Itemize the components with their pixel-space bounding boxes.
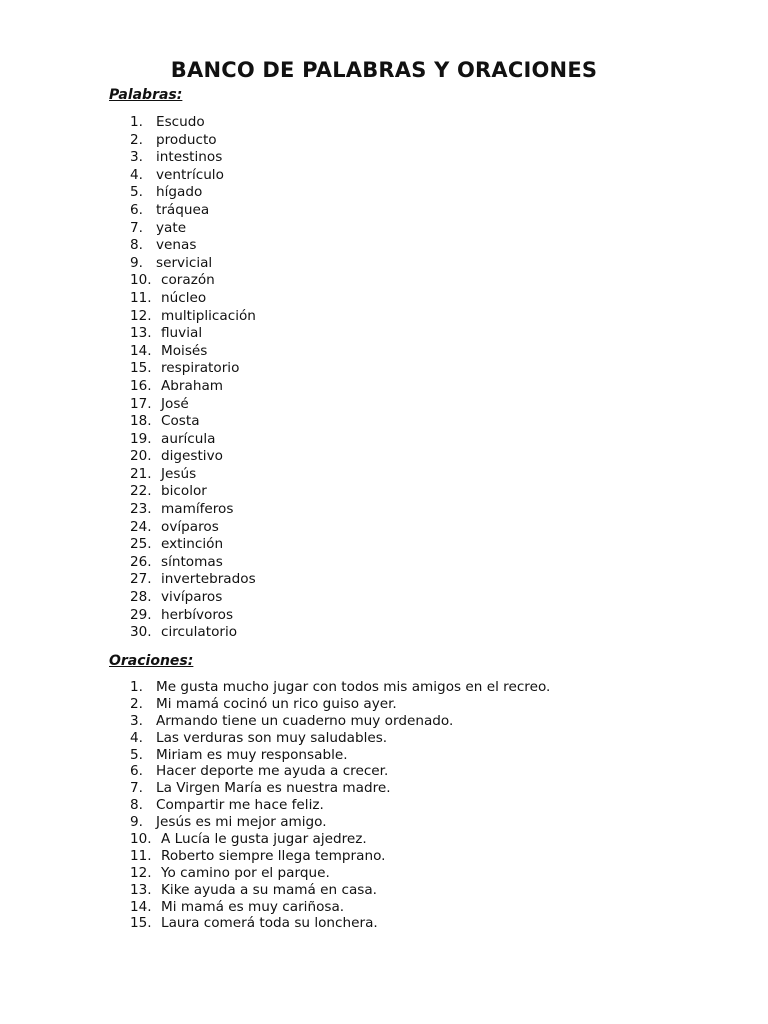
list-item xyxy=(130,360,256,378)
list-item-number: 5. xyxy=(130,184,143,201)
list-item xyxy=(130,730,550,747)
list-item-text: aurícula xyxy=(161,430,216,447)
list-item-number: 12. xyxy=(130,864,152,881)
list-item-text: Armando tiene un cuaderno muy ordenado. xyxy=(156,712,454,729)
list-item-number: 4. xyxy=(130,729,143,746)
list-item-number: 16. xyxy=(130,377,152,394)
list-item xyxy=(130,378,256,396)
list-item-number: 27. xyxy=(130,571,152,588)
list-item-number: 15. xyxy=(130,360,152,377)
list-item xyxy=(130,554,256,572)
list-item-number: 7. xyxy=(130,780,143,797)
list-item-number: 14. xyxy=(130,342,152,359)
list-item-number: 24. xyxy=(130,518,152,535)
list-item-text: invertebrados xyxy=(161,571,256,588)
list-item-number: 11. xyxy=(130,847,152,864)
list-item xyxy=(130,915,550,932)
list-item-number: 8. xyxy=(130,237,143,254)
list-item-number: 8. xyxy=(130,797,143,814)
list-item-text: Las verduras son muy saludables. xyxy=(156,729,388,746)
list-item xyxy=(130,679,550,696)
list-item-text: José xyxy=(161,395,189,412)
list-item-text: tráquea xyxy=(156,201,210,218)
list-item xyxy=(130,624,256,642)
list-item xyxy=(130,167,256,185)
list-item xyxy=(130,747,550,764)
list-item-number: 18. xyxy=(130,413,152,430)
list-item-text: núcleo xyxy=(161,289,207,306)
list-item-text: Miriam es muy responsable. xyxy=(156,746,348,763)
list-item-text: producto xyxy=(156,131,217,148)
list-item-text: Hacer deporte me ayuda a crecer. xyxy=(156,763,389,780)
list-item-text: Abraham xyxy=(161,377,224,394)
list-item-text: fluvial xyxy=(161,325,203,342)
list-item xyxy=(130,448,256,466)
list-item-number: 29. xyxy=(130,606,152,623)
list-item-number: 12. xyxy=(130,307,152,324)
list-item-text: Jesús es mi mejor amigo. xyxy=(156,814,327,831)
list-item-number: 15. xyxy=(130,915,152,932)
list-item-number: 7. xyxy=(130,219,143,236)
list-item-number: 9. xyxy=(130,814,143,831)
list-item-text: Jesús xyxy=(161,465,197,482)
list-item-text: respiratorio xyxy=(161,360,240,377)
list-item-text: servicial xyxy=(156,254,213,271)
list-item xyxy=(130,831,550,848)
list-item xyxy=(130,308,256,326)
list-item-number: 25. xyxy=(130,536,152,553)
list-item-text: ventrículo xyxy=(156,166,224,183)
list-item-number: 13. xyxy=(130,325,152,342)
list-item xyxy=(130,848,550,865)
list-item-number: 30. xyxy=(130,624,152,641)
list-item xyxy=(130,519,256,537)
list-item-text: Mi mamá cocinó un rico guiso ayer. xyxy=(156,695,397,712)
list-item xyxy=(130,184,256,202)
oraciones-heading: Oraciones: xyxy=(109,653,194,669)
list-item xyxy=(130,396,256,414)
list-item xyxy=(130,343,256,361)
palabras-list xyxy=(130,114,256,642)
list-item-number: 4. xyxy=(130,166,143,183)
list-item-text: vivíparos xyxy=(161,589,223,606)
list-item-text: Yo camino por el parque. xyxy=(161,864,330,881)
list-item-text: A Lucía le gusta jugar ajedrez. xyxy=(161,831,367,848)
list-item xyxy=(130,220,256,238)
list-item xyxy=(130,571,256,589)
list-item-number: 1. xyxy=(130,679,143,695)
list-item-text: Laura comerá toda su lonchera. xyxy=(161,915,378,932)
list-item xyxy=(130,536,256,554)
list-item-text: circulatorio xyxy=(161,624,238,641)
list-item-text: bicolor xyxy=(161,483,207,500)
list-item-number: 23. xyxy=(130,501,152,518)
list-item xyxy=(130,899,550,916)
list-item-number: 6. xyxy=(130,201,143,218)
list-item-number: 9. xyxy=(130,254,143,271)
list-item xyxy=(130,272,256,290)
list-item-number: 14. xyxy=(130,898,152,915)
list-item-text: ovíparos xyxy=(161,518,219,535)
list-item xyxy=(130,814,550,831)
list-item-text: Roberto siempre llega temprano. xyxy=(161,847,386,864)
list-item-text: Compartir me hace feliz. xyxy=(156,797,324,814)
list-item-number: 5. xyxy=(130,746,143,763)
list-item xyxy=(130,607,256,625)
list-item-text: La Virgen María es nuestra madre. xyxy=(156,780,391,797)
list-item-number: 20. xyxy=(130,448,152,465)
list-item xyxy=(130,237,256,255)
list-item-text: corazón xyxy=(161,272,215,289)
list-item xyxy=(130,132,256,150)
list-item-number: 3. xyxy=(130,712,143,729)
list-item xyxy=(130,202,256,220)
list-item xyxy=(130,413,256,431)
list-item-number: 10. xyxy=(130,272,152,289)
list-item xyxy=(130,865,550,882)
list-item-text: síntomas xyxy=(161,553,223,570)
list-item-text: intestinos xyxy=(156,149,223,166)
list-item-number: 2. xyxy=(130,131,143,148)
list-item-number: 1. xyxy=(130,114,143,130)
list-item-text: Me gusta mucho jugar con todos mis amigos en el recreo. xyxy=(156,679,551,695)
list-item xyxy=(130,483,256,501)
list-item-number: 6. xyxy=(130,763,143,780)
list-item-number: 22. xyxy=(130,483,152,500)
list-item-number: 19. xyxy=(130,430,152,447)
list-item xyxy=(130,431,256,449)
list-item-number: 17. xyxy=(130,395,152,412)
list-item-number: 26. xyxy=(130,553,152,570)
list-item xyxy=(130,780,550,797)
list-item-text: digestivo xyxy=(161,448,223,465)
list-item xyxy=(130,589,256,607)
list-item-number: 10. xyxy=(130,831,152,848)
list-item-number: 2. xyxy=(130,695,143,712)
list-item xyxy=(130,797,550,814)
list-item-text: Costa xyxy=(161,413,200,430)
list-item xyxy=(130,763,550,780)
list-item-number: 3. xyxy=(130,149,143,166)
list-item-text: mamíferos xyxy=(161,501,234,518)
page-title: BANCO DE PALABRAS Y ORACIONES xyxy=(170,58,598,82)
list-item xyxy=(130,713,550,730)
list-item-text: Moisés xyxy=(161,342,208,359)
oraciones-list xyxy=(130,679,550,932)
list-item-number: 28. xyxy=(130,589,152,606)
list-item xyxy=(130,114,256,132)
list-item-text: Mi mamá es muy cariñosa. xyxy=(161,898,345,915)
list-item xyxy=(130,466,256,484)
list-item xyxy=(130,501,256,519)
list-item-text: yate xyxy=(156,219,187,236)
list-item-number: 21. xyxy=(130,465,152,482)
list-item-text: extinción xyxy=(161,536,224,553)
list-item-number: 13. xyxy=(130,881,152,898)
list-item xyxy=(130,882,550,899)
list-item xyxy=(130,696,550,713)
list-item xyxy=(130,149,256,167)
list-item-text: Kike ayuda a su mamá en casa. xyxy=(161,881,378,898)
list-item xyxy=(130,255,256,273)
list-item-number: 11. xyxy=(130,289,152,306)
list-item-text: hígado xyxy=(156,184,203,201)
list-item xyxy=(130,325,256,343)
list-item-text: herbívoros xyxy=(161,606,234,623)
list-item xyxy=(130,290,256,308)
list-item-text: multiplicación xyxy=(161,307,256,324)
list-item-text: Escudo xyxy=(156,114,205,130)
list-item-text: venas xyxy=(156,237,197,254)
palabras-heading: Palabras: xyxy=(109,87,183,103)
